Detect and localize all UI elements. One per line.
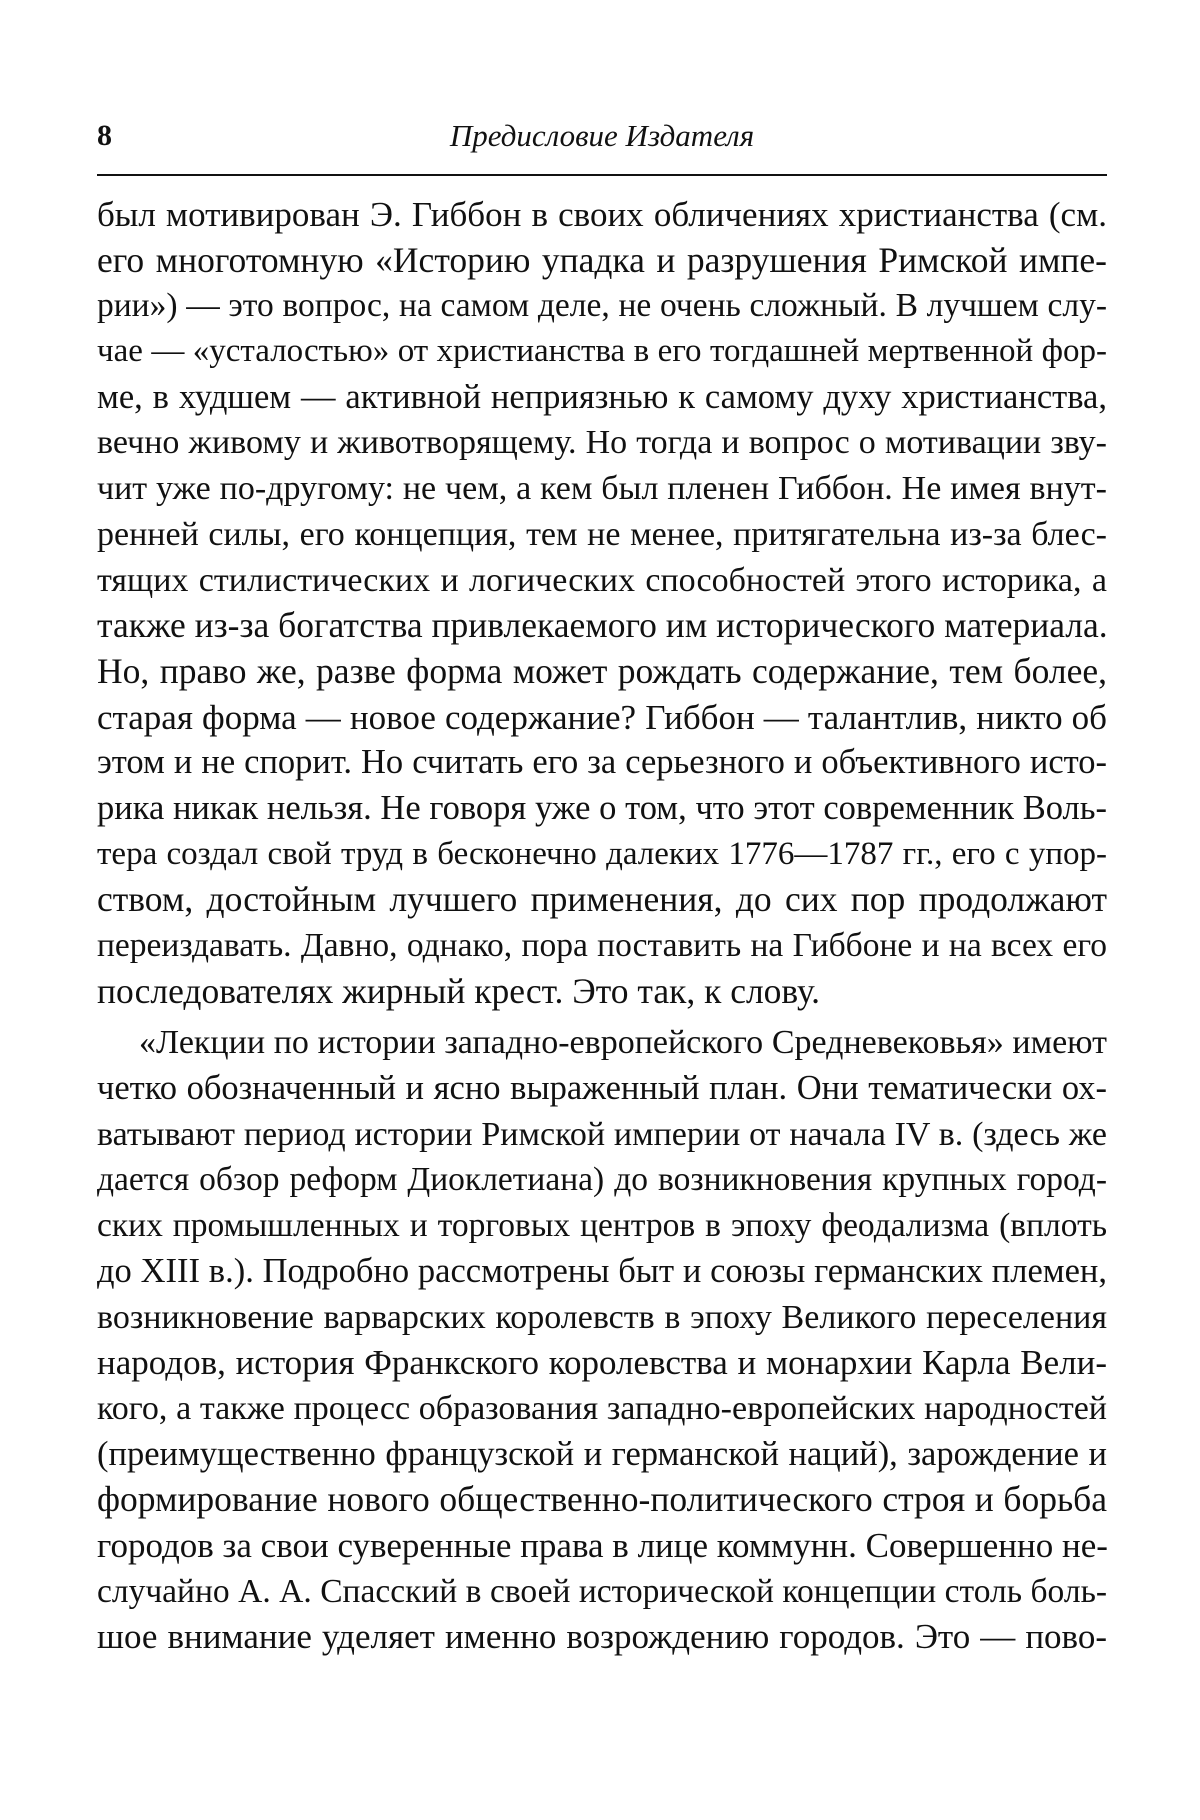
text-line: его многотомную «Историю упадка и разрушения Римской импе- [97,239,1107,280]
text-line: ренней силы, его концепция, тем не менее, притягательна из-за блес- [97,515,1107,553]
text-line: также из-за богатства привлекаемого им исторического материала. [97,605,1108,646]
paragraph-1 [97,192,1107,1014]
text-line: четко обозначенный и ясно выраженный план. Они тематически ох- [97,1069,1107,1108]
text-line: рика никак нельзя. Не говоря уже о том, что этот современник Воль- [97,788,1107,827]
text-line: до XIII в.). Подробно рассмотрены быт и союзы германских племен, [97,1251,1107,1290]
text-line: тящих стилистических и логических способностей этого историка, а [97,561,1107,599]
text-line: (преимущественно французской и германской наций), зарождение и [97,1434,1107,1473]
text-line: случайно А. А. Спасский в своей исторической концепции столь боль- [97,1572,1107,1610]
text-line: ме, в худшем — активной неприязнью к самому духу христианства, [97,377,1107,416]
text-line: кого, а также процесс образования западно-европейских народностей [97,1389,1107,1427]
page-header [97,118,1107,164]
text-line: дается обзор реформ Диоклетиана) до возникновения крупных город- [97,1161,1107,1199]
text-line: возникновение варварских королевств в эпоху Великого переселения [97,1298,1107,1336]
text-line: был мотивирован Э. Гиббон в своих обличениях христианства (см. [97,195,1107,234]
text-line: ских промышленных и торговых центров в эпоху феодализма (вплоть [97,1207,1107,1245]
book-page [97,118,1108,1657]
text-line: народов, история Франкского королевства и монархии Карла Вели- [97,1343,1107,1383]
text-line: чит уже по-другому: не чем, а кем был пленен Гиббон. Не имея внут- [97,470,1107,508]
text-line: формирование нового общественно-политического строя и борьба [97,1479,1107,1520]
text-line: городов за свои суверенные права в лице коммунн. Совершенно не- [97,1525,1108,1565]
page-number: 8 [97,119,112,152]
text-line: «Лекции по истории западно-европейского Средневековья» имеют [139,1024,1107,1062]
text-line: шое внимание уделяет именно возрождению городов. Это — пово- [97,1617,1107,1657]
text-line: чае — «усталостью» от христианства в его тогдашней мертвенной фор- [97,333,1107,370]
text-line: Но, право же, разве форма может рождать содержание, тем более, [97,650,1107,691]
text-line: тера создал свой труд в бесконечно далеких 1776—1787 гг., его с упор- [97,835,1107,872]
header-rule [97,174,1107,176]
text-line: переиздавать. Давно, однако, пора поставить на Гиббоне и на всех его [97,927,1107,964]
page-body [97,192,1107,1660]
text-line: этом и не спорит. Но считать его за серьезного и объективного исто- [97,743,1107,782]
text-line: ватывают период истории Римской империи от начала IV в. (здесь же [97,1115,1107,1153]
text-line: рии») — это вопрос, на самом деле, не очень сложный. В лучшем слу- [97,287,1107,325]
running-title: Предисловие Издателя [449,118,755,153]
text-line: вечно живому и животворящему. Но тогда и вопрос о мотивации зву- [97,424,1107,462]
text-line: ством, достойным лучшего применения, до сих пор продолжают [97,879,1107,920]
text-line: последователях жирный крест. Это так, к слову. [97,970,821,1011]
text-line: старая форма — новое содержание? Гиббон — талантлив, никто об [97,697,1107,737]
paragraph-2 [97,1020,1107,1660]
